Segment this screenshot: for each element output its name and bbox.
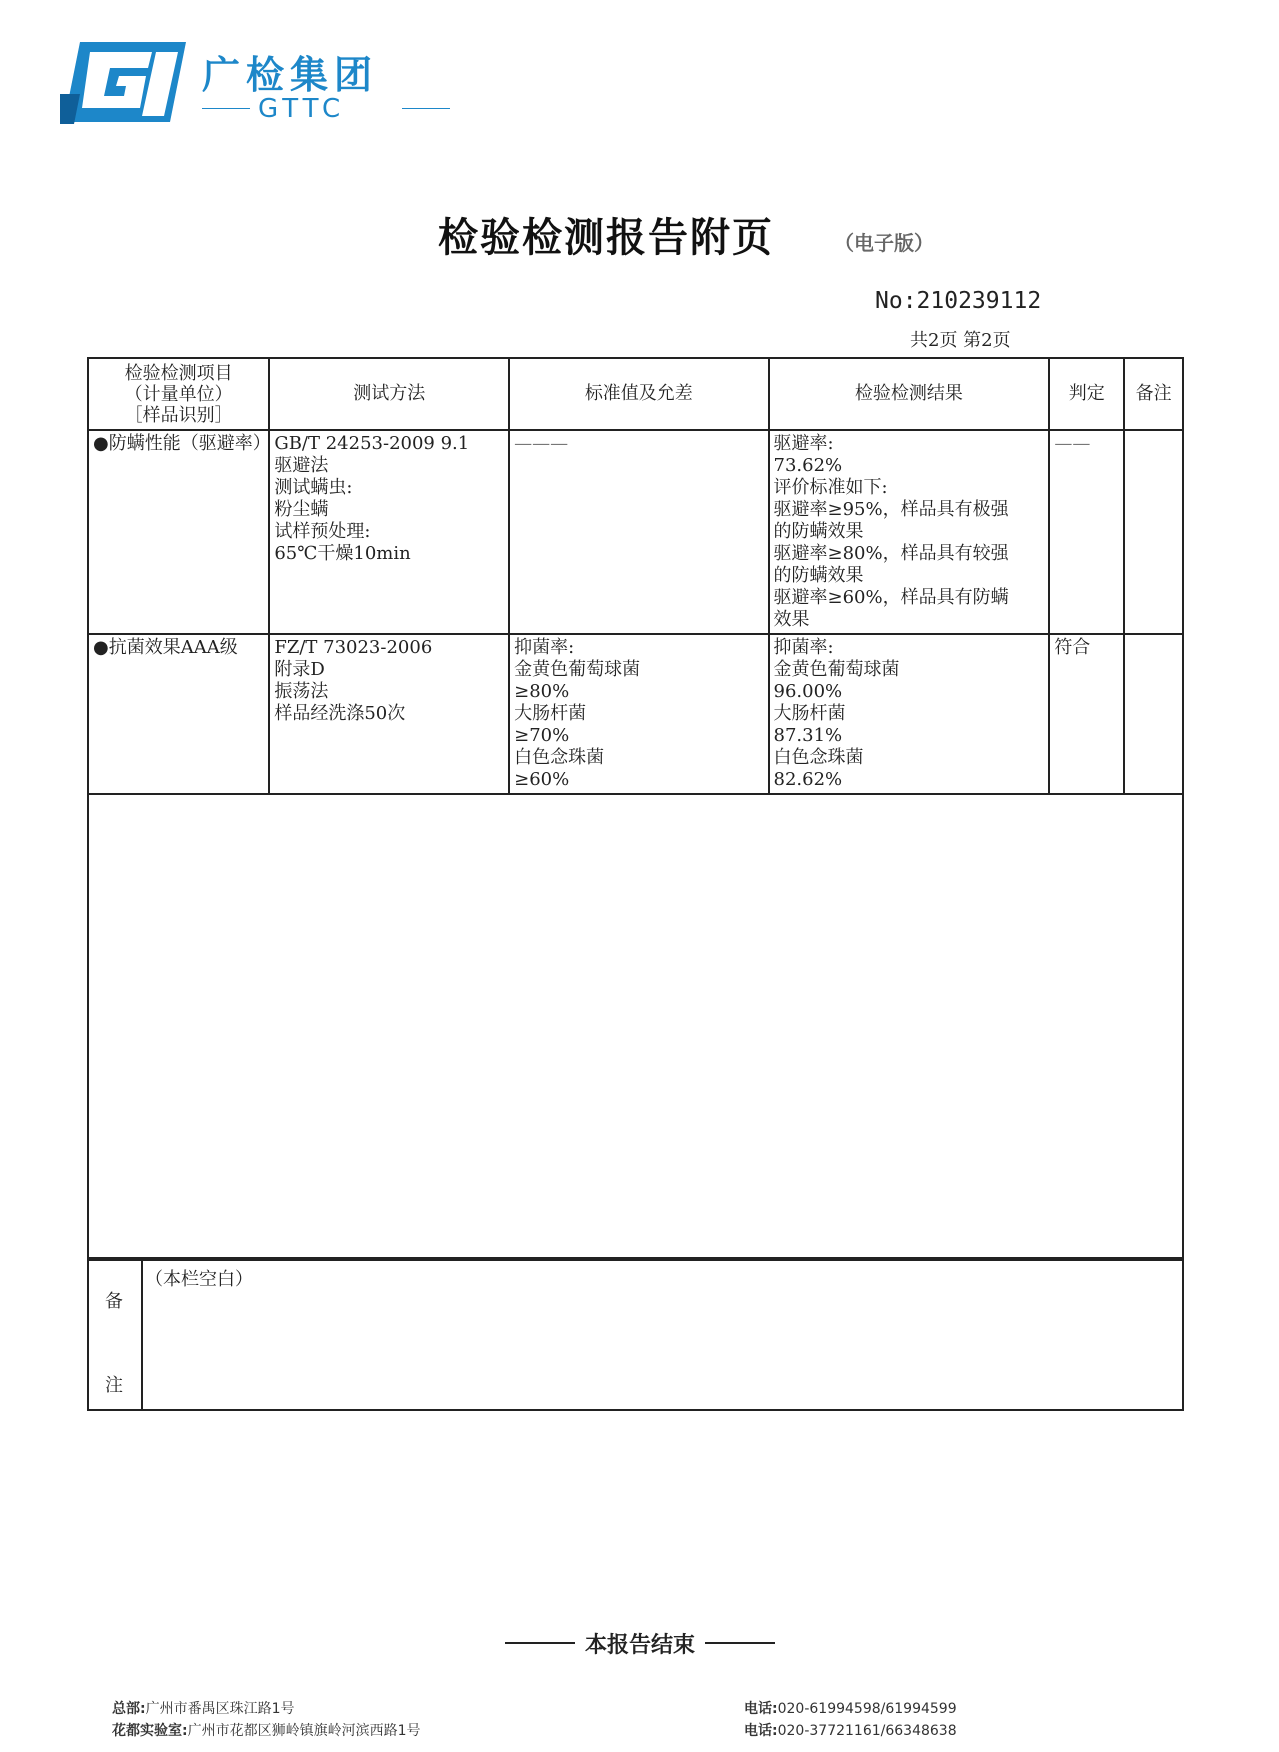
row-standard: ——— [509,430,768,634]
gttc-logo-icon [60,40,188,124]
blank-area [88,794,1183,1258]
row-method: GB/T 24253-2009 9.1 驱避法 测试螨虫: 粉尘螨 试样预处理: 65℃干燥10min [269,430,509,634]
row-standard: 抑菌率: 金黄色葡萄球菌 ≥80% 大肠杆菌 ≥70% 白色念珠菌 ≥60% [509,634,768,794]
footer-lab-address: 花都实验室:广州市花都区狮岭镇旗岭河滨西路1号 [112,1723,421,1739]
header-remark: 备注 [1124,358,1183,430]
row-judgement: —— [1049,430,1124,634]
end-of-report-text: 本报告结束 [584,1633,695,1658]
row-method: FZ/T 73023-2006 附录D 振荡法 样品经洗涤50次 [269,634,509,794]
brand-name-cn: 广检集团 [202,53,379,97]
brand-name-en [202,94,452,124]
footer-hq-address: 总部:广州市番禺区珠江路1号 [112,1701,295,1717]
header-standard: 标准值及允差 [509,358,768,430]
header-judgement: 判定 [1049,358,1124,430]
table-row [88,430,1183,634]
footer-lab-tel: 电话:020-37721161/66348638 [744,1723,957,1739]
row-item: ●抗菌效果AAA级 [88,634,269,794]
notes-label: 备 注 [88,1260,142,1410]
header-result: 检验检测结果 [769,358,1050,430]
row-result: 驱避率: 73.62% 评价标准如下: 驱避率≥95%，样品具有极强 的防螨效果 驱避率≥80%，样品具有较强 的防螨效果 驱避率≥60%，样品具有防螨 效果 [769,430,1050,634]
report-number: No:210239112 [875,288,1042,314]
page-indicator: 共2页 第2页 [910,330,1011,351]
report-title: 检验检测报告附页 [438,215,774,261]
brand-name-en-text: GTTC [258,94,346,124]
notes-table [87,1259,1184,1411]
table-header-row [88,358,1183,430]
footer-hq-tel: 电话:020-61994598/61994599 [744,1701,957,1717]
row-remark [1124,430,1183,634]
notes-content: （本栏空白） [142,1260,1183,1410]
company-logo [60,38,400,128]
blank-area-row [88,794,1183,1258]
row-remark [1124,634,1183,794]
end-of-report [505,1628,775,1659]
table-row [88,634,1183,794]
edition-label: （电子版） [834,231,934,255]
inspection-table [87,357,1184,1259]
row-result: 抑菌率: 金黄色葡萄球菌 96.00% 大肠杆菌 87.31% 白色念珠菌 82.62% [769,634,1050,794]
row-judgement: 符合 [1049,634,1124,794]
row-item: ●防螨性能（驱避率） [88,430,269,634]
header-method: 测试方法 [269,358,509,430]
header-item: 检验检测项目 （计量单位） ［样品识别］ [88,358,269,430]
